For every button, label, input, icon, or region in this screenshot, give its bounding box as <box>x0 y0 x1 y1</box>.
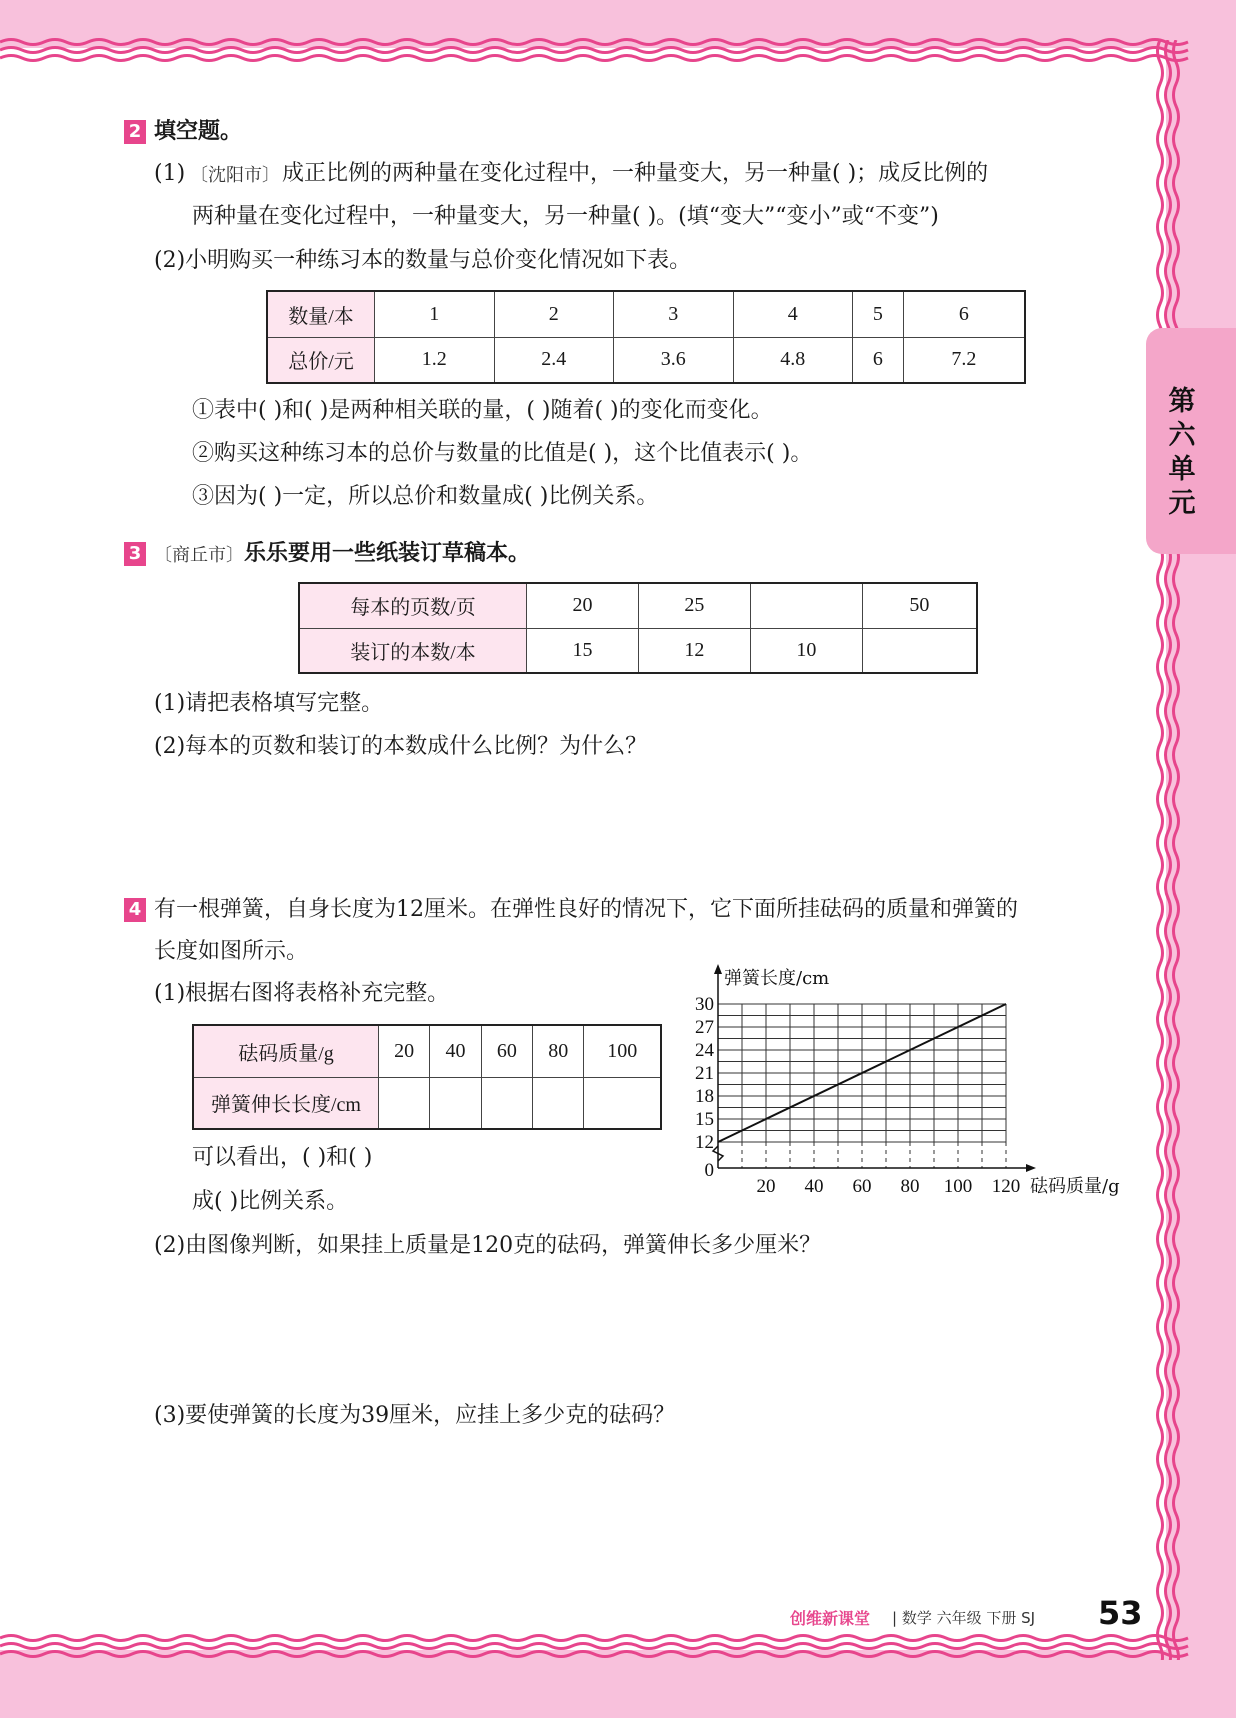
table-cell: 3.6 <box>614 337 734 383</box>
y-tick-label: 27 <box>695 1017 714 1038</box>
table-cell: 100 <box>584 1025 661 1077</box>
footer-brand: 创维新课堂 <box>790 1609 871 1628</box>
y-tick-label: 18 <box>695 1086 714 1107</box>
table-cell <box>533 1077 584 1129</box>
x-tick-label: 40 <box>804 1176 824 1197</box>
table-cell: 40 <box>430 1025 481 1077</box>
x-tick-label: 100 <box>943 1176 973 1197</box>
table-cell: 1 <box>375 291 495 337</box>
table-cell: 6 <box>853 337 904 383</box>
bottom-wave-border <box>0 1630 1236 1670</box>
table-cell: 80 <box>533 1025 584 1077</box>
table-row-head: 总价/元 <box>267 337 375 383</box>
table-row-head: 装订的本数/本 <box>299 628 527 673</box>
origin-label: 0 <box>704 1160 714 1181</box>
y-axis-arrow <box>714 964 722 974</box>
table-row-head: 数量/本 <box>267 291 375 337</box>
footer-book-info: | 数学 六年级 下册 SJ <box>892 1609 1036 1627</box>
y-tick-label: 12 <box>695 1132 714 1153</box>
y-tick-label: 21 <box>695 1063 714 1084</box>
unit-tab-label: 第六单元 <box>1168 386 1196 519</box>
y-tick-label: 24 <box>695 1040 714 1061</box>
x-axis-arrow <box>1026 1164 1036 1172</box>
q2-sub3: ③因为( )一定，所以总价和数量成( )比例关系。 <box>192 484 659 509</box>
table-cell <box>379 1077 430 1129</box>
table-cell <box>584 1077 661 1129</box>
q3-p2: (2)每本的页数和装订的本数成什么比例？为什么？ <box>154 734 648 759</box>
table-row-head: 砝码质量/g <box>193 1025 379 1077</box>
table-cell <box>750 583 862 628</box>
spring-length-chart <box>680 960 1140 1200</box>
q4-p2: (2)由图像判断，如果挂上质量是120克的砝码，弹簧伸长多少厘米？ <box>154 1233 822 1258</box>
y-tick-label: 30 <box>695 994 714 1015</box>
question-number-3: 3 <box>124 542 146 566</box>
table-cell: 4 <box>733 291 853 337</box>
q4-line1: 有一根弹簧，自身长度为12厘米。在弹性良好的情况下，它下面所挂砝码的质量和弹簧的 <box>154 897 1018 922</box>
q4-see-line1: 可以看出，( )和( ) <box>192 1145 373 1170</box>
y-axis-label: 弹簧长度/cm <box>724 968 830 989</box>
x-tick-label: 20 <box>756 1176 776 1197</box>
table-cell: 4.8 <box>733 337 853 383</box>
q3-p1: (1)请把表格填写完整。 <box>154 691 384 716</box>
question-number-2: 2 <box>124 120 146 144</box>
table-cell: 5 <box>853 291 904 337</box>
table-cell: 20 <box>527 583 639 628</box>
q2-sub2: ②购买这种练习本的总价与数量的比值是( )，这个比值表示( )。 <box>192 441 813 466</box>
table-cell: 25 <box>638 583 750 628</box>
q2-p2-line: (2)小明购买一种练习本的数量与总价变化情况如下表。 <box>154 248 692 273</box>
q4-see-line2: 成( )比例关系。 <box>192 1189 349 1214</box>
x-axis-label: 砝码质量/g <box>1030 1176 1120 1197</box>
q3-title: 乐乐要用一些纸装订草稿本。 <box>244 541 531 566</box>
q4-p3: (3)要使弹簧的长度为39厘米，应挂上多少克的砝码？ <box>154 1403 676 1428</box>
q2-sub1: ①表中( )和( )是两种相关联的量，( )随着( )的变化而变化。 <box>192 398 773 423</box>
y-tick-label: 15 <box>695 1109 714 1130</box>
side-wave-border <box>1150 40 1186 1660</box>
table-cell: 7.2 <box>903 337 1025 383</box>
x-tick-label: 80 <box>900 1176 920 1197</box>
table-cell: 3 <box>614 291 734 337</box>
q2-price-table <box>266 290 1026 384</box>
table-cell: 1.2 <box>375 337 495 383</box>
table-cell <box>430 1077 481 1129</box>
table-row-head: 弹簧伸长长度/cm <box>193 1077 379 1129</box>
table-cell: 15 <box>527 628 639 673</box>
table-cell: 60 <box>481 1025 532 1077</box>
q3-pages-table <box>298 582 978 674</box>
table-cell: 2.4 <box>494 337 614 383</box>
q2-p1-tag: 〔沈阳市〕 <box>190 165 280 186</box>
table-row-head: 每本的页数/页 <box>299 583 527 628</box>
q2-title: 填空题。 <box>154 119 243 144</box>
top-wave-border <box>0 28 1236 68</box>
q2-p1-line1: 成正比例的两种量在变化过程中，一种量变大，另一种量( )；成反比例的 <box>282 161 989 186</box>
table-cell: 10 <box>750 628 862 673</box>
q3-tag: 〔商丘市〕 <box>154 545 244 566</box>
table-cell: 2 <box>494 291 614 337</box>
table-cell: 20 <box>379 1025 430 1077</box>
x-tick-label: 120 <box>991 1176 1021 1197</box>
table-cell: 50 <box>862 583 977 628</box>
q4-p1: (1)根据右图将表格补充完整。 <box>154 981 450 1006</box>
table-cell: 6 <box>903 291 1025 337</box>
q2-p1-line2: 两种量在变化过程中，一种量变大，另一种量( )。(填“变大”“变小”或“不变”) <box>192 204 939 229</box>
q4-line2: 长度如图所示。 <box>154 939 309 964</box>
q4-spring-table <box>192 1024 662 1130</box>
table-cell <box>862 628 977 673</box>
table-cell <box>481 1077 532 1129</box>
page-number: 53 <box>1098 1594 1143 1632</box>
question-number-4: 4 <box>124 898 146 922</box>
table-cell: 12 <box>638 628 750 673</box>
q2-p1-prefix: (1) <box>154 161 186 186</box>
x-tick-label: 60 <box>852 1176 872 1197</box>
